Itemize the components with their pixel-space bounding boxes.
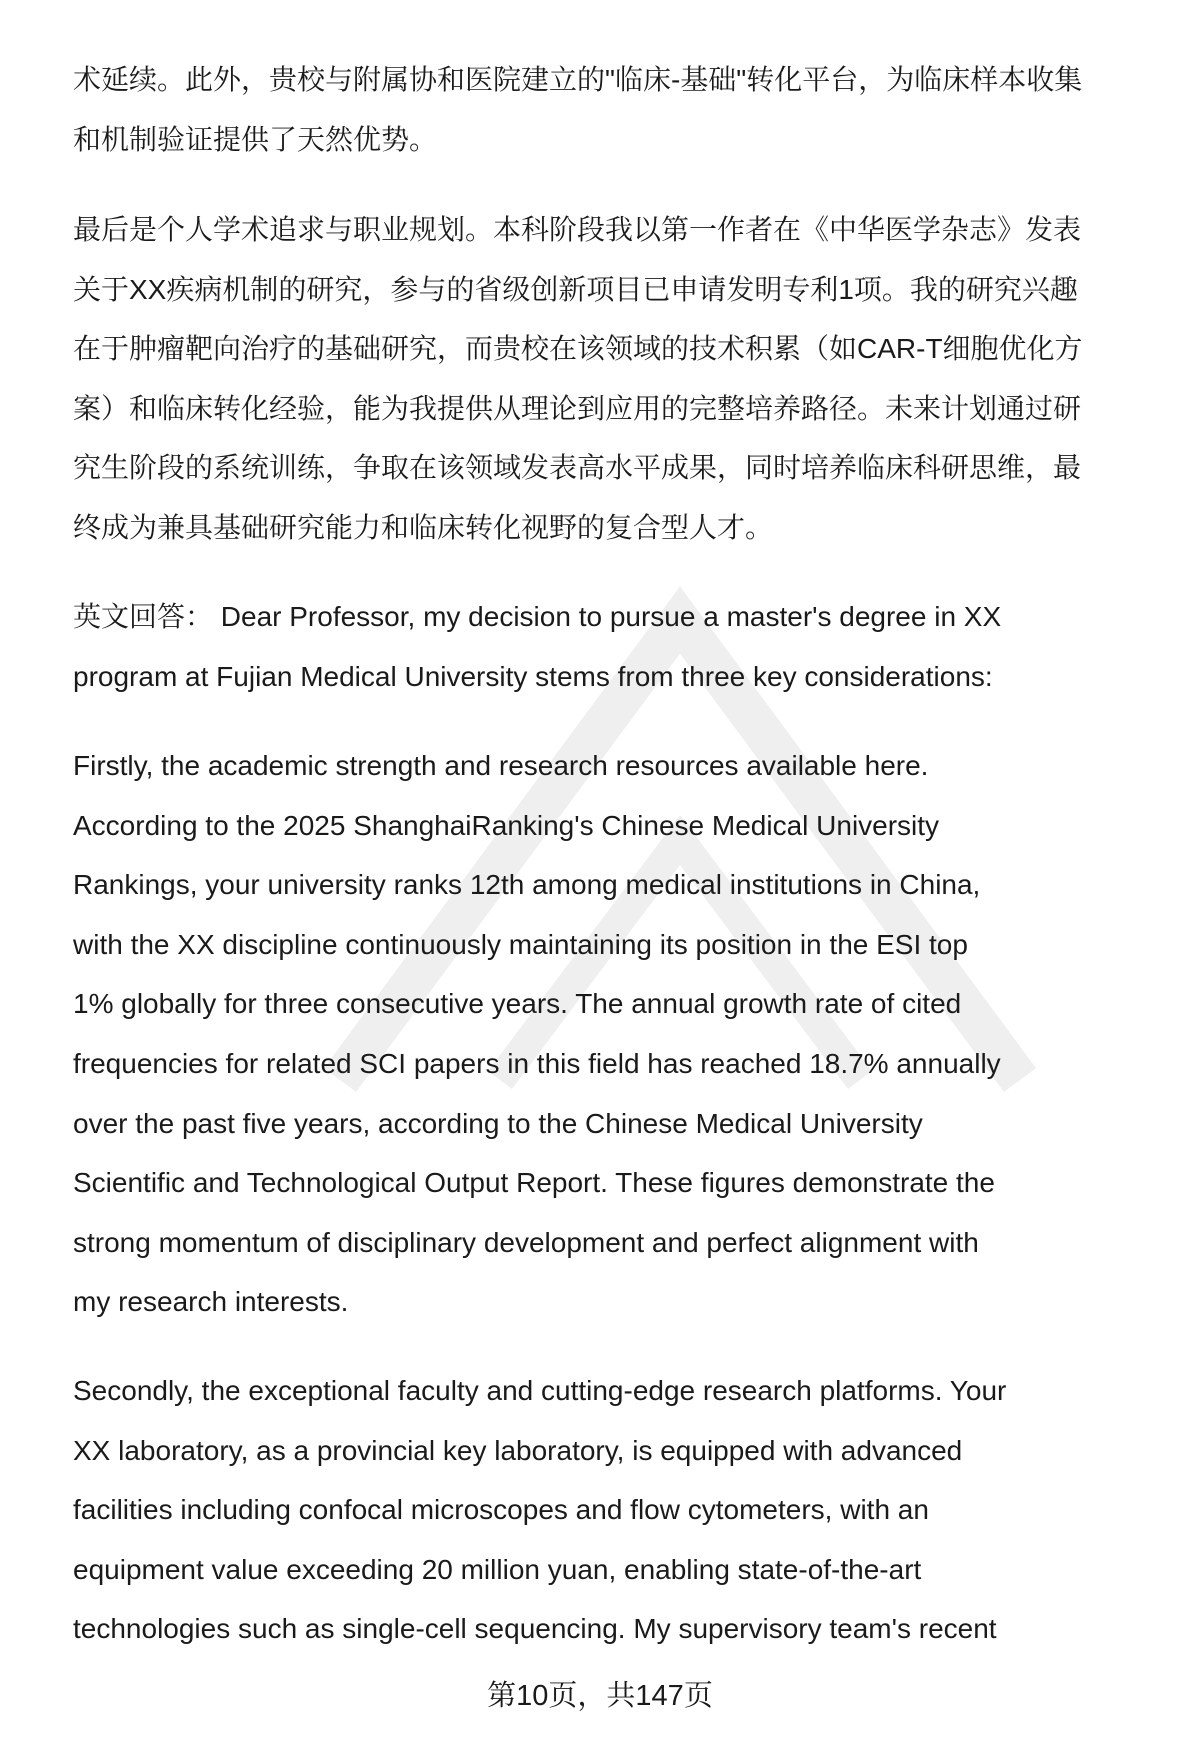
paragraph-4 <box>73 736 1163 1332</box>
paragraph-2 <box>73 200 1163 558</box>
text-line: over the past five years, according to the Chinese Medical University <box>73 1107 923 1139</box>
text-line: Rankings, your university ranks 12th among medical institutions in China, <box>73 869 981 901</box>
text-line: Scientific and Technological Output Report. These figures demonstrate the <box>73 1167 995 1199</box>
text-line: 最后是个人学术追求与职业规划。本科阶段我以第一作者在《中华医学杂志》发表 <box>73 214 1082 245</box>
paragraph-1 <box>73 50 1163 169</box>
text-line: 究生阶段的系统训练，争取在该领域发表高水平成果，同时培养临床科研思维，最 <box>73 452 1082 484</box>
text-line: technologies such as single-cell sequencing. My supervisory team's recent <box>73 1613 997 1645</box>
text-line: 在于肿瘤靶向治疗的基础研究，而贵校在该领域的技术积累（如CAR-T细胞优化方 <box>73 333 1083 365</box>
paragraph-5 <box>73 1361 1163 1659</box>
text-line: with the XX discipline continuously maintaining its position in the ESI top <box>73 928 968 960</box>
text-line: Firstly, the academic strength and research resources available here. <box>73 750 929 781</box>
text-line: frequencies for related SCI papers in this field has reached 18.7% annually <box>73 1047 1001 1079</box>
text-line: program at Fujian Medical University stems from three key considerations: <box>73 660 993 692</box>
text-line: equipment value exceeding 20 million yuan, enabling state-of-the-art <box>73 1553 922 1585</box>
text-line: 1% globally for three consecutive years. The annual growth rate of cited <box>73 988 962 1020</box>
text-line: my research interests. <box>73 1286 349 1318</box>
text-line: 和机制验证提供了天然优势。 <box>73 123 438 155</box>
text-line: 英文回答： Dear Professor, my decision to pursue a master's degree in XX <box>73 601 1002 632</box>
text-line: 案）和临床转化经验，能为我提供从理论到应用的完整培养路径。未来计划通过研 <box>73 392 1082 424</box>
text-line: 术延续。此外，贵校与附属协和医院建立的"临床-基础"转化平台，为临床样本收集 <box>73 64 1083 95</box>
text-line: 关于XX疾病机制的研究，参与的省级创新项目已申请发明专利1项。我的研究兴趣 <box>73 273 1078 305</box>
text-line: Secondly, the exceptional faculty and cutting-edge research platforms. Your <box>73 1375 1007 1406</box>
text-line: XX laboratory, as a provincial key laboratory, is equipped with advanced <box>73 1434 963 1466</box>
text-line: strong momentum of disciplinary development and perfect alignment with <box>73 1226 979 1258</box>
paragraph-3 <box>73 587 1163 706</box>
page-number: 第10页，共147页 <box>487 1680 713 1712</box>
text-line: 终成为兼具基础研究能力和临床转化视野的复合型人才。 <box>73 511 774 543</box>
text-line: According to the 2025 ShanghaiRanking's Chinese Medical University <box>73 809 940 841</box>
text-line: facilities including confocal microscopes and flow cytometers, with an <box>73 1494 929 1526</box>
